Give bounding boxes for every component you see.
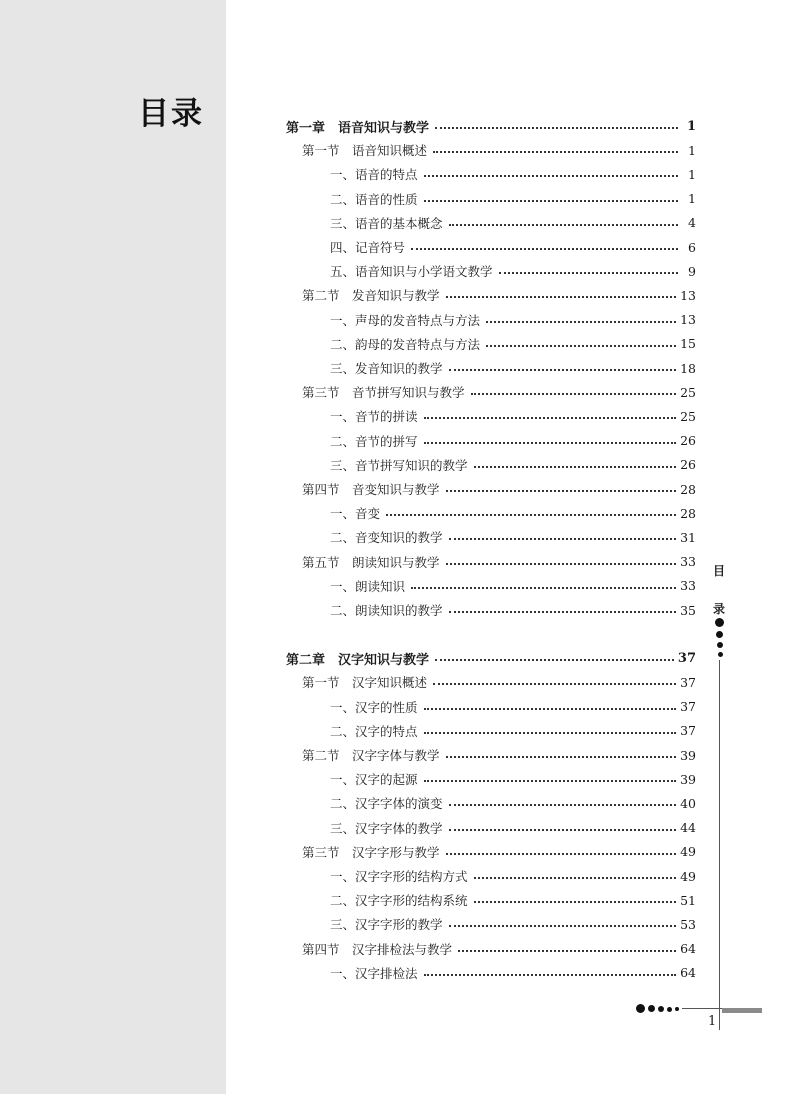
side-label-bottom: 录 xyxy=(713,602,726,616)
toc-leader-dots xyxy=(411,587,676,589)
toc-page-number: 64 xyxy=(680,965,696,981)
toc-title: 二、音变知识的教学 xyxy=(330,530,443,546)
toc-item-row xyxy=(330,866,696,886)
decor-dot xyxy=(716,631,723,638)
toc-page-number: 49 xyxy=(680,868,696,884)
toc-title: 二、汉字字体的演变 xyxy=(330,796,443,812)
toc-page-number: 1 xyxy=(688,191,696,207)
toc-item-row xyxy=(330,358,696,378)
toc-title: 三、语音的基本概念 xyxy=(330,215,443,231)
toc-title: 一、朗读知识 xyxy=(330,578,406,594)
toc-leader-dots xyxy=(449,369,677,371)
toc-page-number: 51 xyxy=(680,892,696,908)
toc-title: 一、汉字字形的结构方式 xyxy=(330,869,468,884)
toc-leader-dots xyxy=(449,804,677,806)
toc-title: 一、汉字的性质 xyxy=(330,699,418,715)
toc-title: 三、发音知识的教学 xyxy=(330,361,443,376)
toc-leader-dots xyxy=(474,466,677,468)
toc-title: 第四节 汉字排检法与教学 xyxy=(302,941,453,957)
toc-item-row xyxy=(330,334,696,354)
toc-title: 第二章 汉字知识与教学 xyxy=(286,652,430,668)
toc-page-number: 6 xyxy=(688,239,696,255)
toc-item-row xyxy=(330,213,696,233)
toc-page-number: 1 xyxy=(688,166,696,182)
toc-page-number: 39 xyxy=(680,747,696,763)
toc-item-row xyxy=(330,455,696,475)
toc-item-row xyxy=(330,189,696,209)
toc-title: 一、汉字的起源 xyxy=(330,772,418,788)
toc-page-number: 26 xyxy=(680,433,696,449)
toc-item-row xyxy=(330,527,696,547)
toc-title: 三、汉字字体的教学 xyxy=(330,820,443,836)
toc-page-number: 37 xyxy=(680,699,696,715)
toc-title: 三、汉字字形的教学 xyxy=(330,917,443,933)
footer-dot xyxy=(667,1007,672,1012)
toc-title: 二、语音的性质 xyxy=(330,191,418,207)
toc-leader-dots xyxy=(435,127,678,129)
toc-page-number: 1 xyxy=(688,142,696,158)
toc-title: 第二节 汉字字体与教学 xyxy=(302,748,440,763)
toc-page-number: 37 xyxy=(680,674,696,690)
toc-title: 二、音节的拼写 xyxy=(330,433,418,449)
toc-page-number: 64 xyxy=(680,941,696,957)
toc-leader-dots xyxy=(458,950,676,952)
toc-leader-dots xyxy=(411,248,678,250)
toc-leader-dots xyxy=(486,345,676,347)
toc-section-row xyxy=(302,140,696,160)
toc-item-row xyxy=(330,769,696,789)
toc-title: 第一节 汉字知识概述 xyxy=(302,675,428,691)
toc-leader-dots xyxy=(424,780,677,782)
toc-item-row xyxy=(330,914,696,934)
toc-page-number: 18 xyxy=(680,360,696,376)
toc-page-number: 28 xyxy=(680,505,696,521)
toc-title: 第二节 发音知识与教学 xyxy=(302,288,440,304)
toc-leader-dots xyxy=(474,877,677,879)
toc-title: 一、汉字排检法 xyxy=(330,965,418,981)
toc-page-number: 37 xyxy=(680,723,696,739)
toc-page-number: 49 xyxy=(680,844,696,860)
toc-section-row xyxy=(302,672,696,692)
toc-leader-dots xyxy=(446,756,677,758)
toc-item-row xyxy=(330,963,696,983)
decor-dot xyxy=(715,618,724,627)
toc-page-number: 25 xyxy=(680,408,696,424)
toc-leader-dots xyxy=(386,514,676,516)
toc-section-row xyxy=(302,939,696,959)
toc-title: 二、朗读知识的教学 xyxy=(330,603,443,618)
toc-leader-dots xyxy=(449,925,677,927)
toc-item-row xyxy=(330,697,696,717)
toc-leader-dots xyxy=(424,200,678,202)
side-vertical-rule xyxy=(719,660,720,1030)
toc-title: 一、语音的特点 xyxy=(330,167,418,183)
toc-title: 二、韵母的发音特点与方法 xyxy=(330,336,481,352)
toc-leader-dots xyxy=(433,683,676,685)
toc-leader-dots xyxy=(449,611,677,613)
left-gray-band xyxy=(0,0,226,1094)
footer-dot xyxy=(636,1004,645,1013)
toc-page-number: 13 xyxy=(680,312,696,328)
toc-leader-dots xyxy=(446,853,677,855)
toc-section-row xyxy=(302,745,696,765)
toc-leader-dots xyxy=(435,659,674,661)
toc-title: 第三节 音节拼写知识与教学 xyxy=(302,385,465,401)
toc-title: 第四节 音变知识与教学 xyxy=(302,482,440,497)
toc-item-row xyxy=(330,261,696,281)
toc-leader-dots xyxy=(424,417,677,419)
toc-title: 四、记音符号 xyxy=(330,240,406,255)
footer-dot xyxy=(658,1006,664,1012)
toc-section-row xyxy=(302,479,696,499)
toc-page-number: 39 xyxy=(680,771,696,787)
toc-page-number: 53 xyxy=(680,916,696,932)
toc-item-row xyxy=(330,721,696,741)
toc-leader-dots xyxy=(449,538,677,540)
toc-item-row xyxy=(330,237,696,257)
toc-leader-dots xyxy=(446,563,677,565)
toc-title: 一、声母的发音特点与方法 xyxy=(330,312,481,328)
toc-item-row xyxy=(330,576,696,596)
toc-page-number: 4 xyxy=(688,215,696,231)
toc-leader-dots xyxy=(424,175,678,177)
toc-title: 三、音节拼写知识的教学 xyxy=(330,457,468,473)
toc-title: 五、语音知识与小学语文教学 xyxy=(330,264,493,280)
decor-dot xyxy=(717,642,723,648)
toc-page-number: 25 xyxy=(680,384,696,400)
decor-dot xyxy=(718,652,723,657)
toc-page-number: 28 xyxy=(680,481,696,497)
toc-item-row xyxy=(330,818,696,838)
toc-leader-dots xyxy=(449,829,677,831)
toc-chapter-row xyxy=(286,116,696,136)
toc-title: 第一节 语音知识概述 xyxy=(302,143,428,159)
toc-leader-dots xyxy=(474,901,677,903)
toc-title: 第一章 语音知识与教学 xyxy=(286,120,430,136)
toc-page-number: 33 xyxy=(680,554,696,570)
toc-page-number: 35 xyxy=(680,602,696,618)
toc-leader-dots xyxy=(424,732,677,734)
toc-section-row xyxy=(302,552,696,572)
toc-leader-dots xyxy=(449,224,678,226)
toc-leader-dots xyxy=(446,490,677,492)
page-title: 目录 xyxy=(138,96,204,132)
toc-page-number: 15 xyxy=(680,336,696,352)
toc-title: 二、汉字的特点 xyxy=(330,723,418,739)
toc-title: 二、汉字字形的结构系统 xyxy=(330,893,468,909)
toc-page-number: 9 xyxy=(688,263,696,279)
toc-title: 第五节 朗读知识与教学 xyxy=(302,554,440,570)
toc-leader-dots xyxy=(424,708,677,710)
toc-page-number: 13 xyxy=(680,287,696,303)
toc-title: 一、音节的拼读 xyxy=(330,409,418,425)
toc-page-number: 31 xyxy=(680,529,696,545)
toc-item-row xyxy=(330,406,696,426)
page-number: 1 xyxy=(708,1014,717,1029)
toc-leader-dots xyxy=(446,296,677,298)
toc-section-row xyxy=(302,285,696,305)
toc-title: 第三节 汉字字形与教学 xyxy=(302,844,440,860)
toc-page-number: 40 xyxy=(680,795,696,811)
toc-item-row xyxy=(330,503,696,523)
toc-leader-dots xyxy=(433,151,678,153)
toc-leader-dots xyxy=(471,393,677,395)
toc-leader-dots xyxy=(486,321,676,323)
toc-section-row xyxy=(302,382,696,402)
toc-leader-dots xyxy=(424,442,677,444)
toc-page-number: 33 xyxy=(680,578,696,594)
toc-page-number: 1 xyxy=(686,118,696,134)
toc-section-row xyxy=(302,842,696,862)
side-label-top: 目 xyxy=(713,564,726,578)
toc-item-row xyxy=(330,793,696,813)
toc-item-row xyxy=(330,431,696,451)
toc-page-number: 26 xyxy=(680,457,696,473)
toc-chapter-row xyxy=(286,648,696,668)
toc-page-number: 37 xyxy=(677,650,696,666)
toc-item-row xyxy=(330,600,696,620)
footer-dot xyxy=(648,1005,655,1012)
toc-item-row xyxy=(330,890,696,910)
toc-leader-dots xyxy=(424,974,677,976)
footer-gray-tab xyxy=(722,1008,762,1013)
toc-item-row xyxy=(330,310,696,330)
footer-rule xyxy=(682,1008,722,1009)
toc-item-row xyxy=(330,164,696,184)
footer-dot xyxy=(675,1007,679,1011)
toc-title: 一、音变 xyxy=(330,506,381,522)
toc-page-number: 44 xyxy=(680,820,696,836)
toc-leader-dots xyxy=(499,272,678,274)
